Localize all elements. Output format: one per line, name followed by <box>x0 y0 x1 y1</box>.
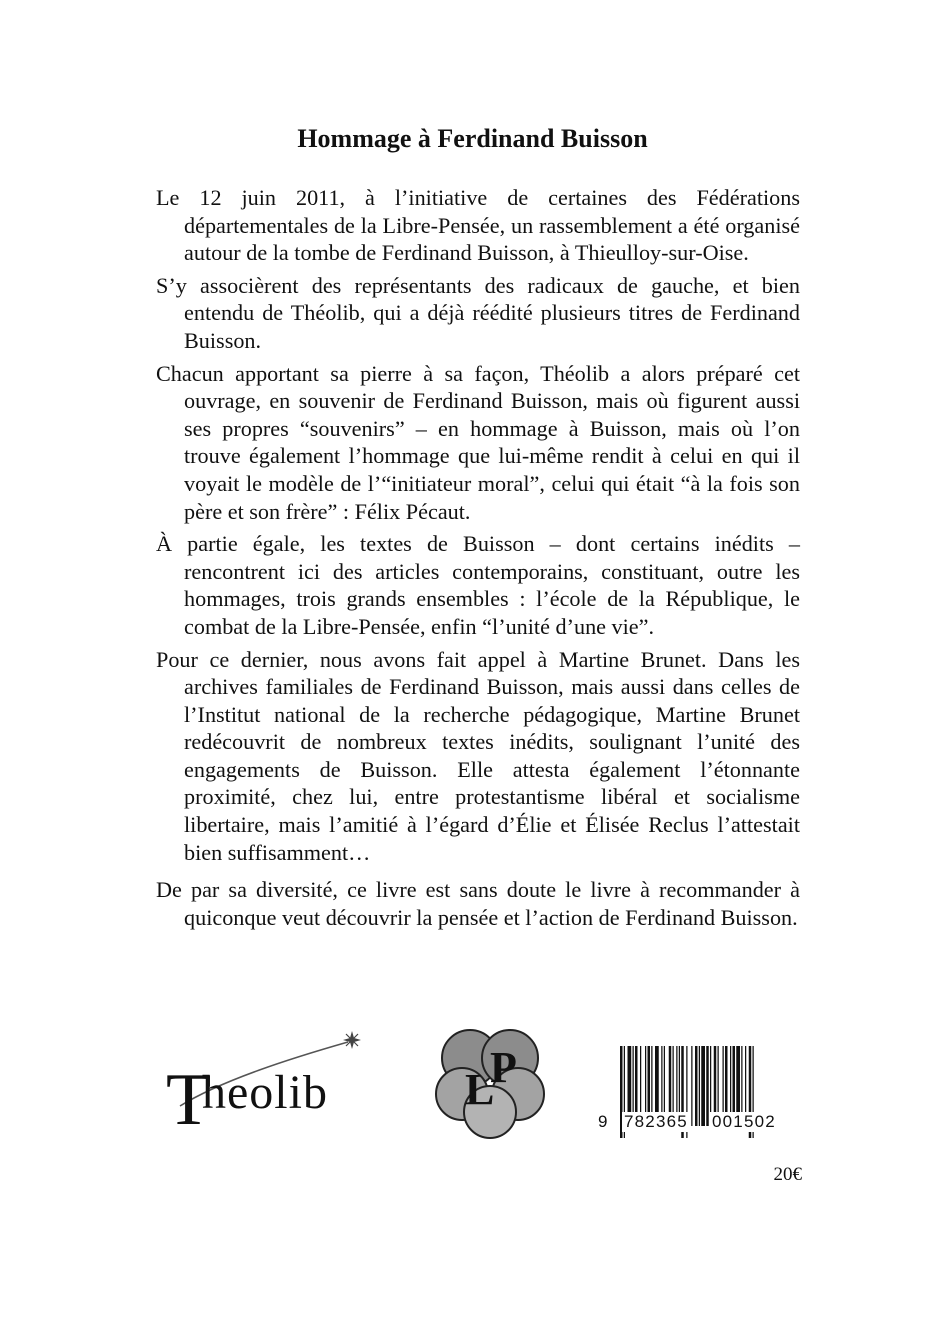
barcode-bar <box>701 1046 705 1126</box>
libre-pensee-logo <box>432 1026 547 1141</box>
barcode-digits-right: 001502 <box>712 1112 776 1131</box>
barcode-bar <box>695 1046 698 1126</box>
page-title: Hommage à Ferdinand Buisson <box>297 124 648 153</box>
star-icon <box>343 1031 361 1049</box>
theolib-logo <box>162 1028 390 1138</box>
paragraph-6: De par sa diversité, ce livre est sans doute le livre à recommander à quiconque veut découvrir la pensée et l’action de Ferdinand Buisson. <box>156 877 800 930</box>
barcode-bar <box>706 1046 709 1126</box>
paragraph-3: Chacun apportant sa pierre à sa façon, Théolib a alors préparé cet ouvrage, en souvenir de Ferdinand Buisson, mais où figurent aussi ses propres “souvenirs” – en hommage à Buisson, mais où l’on trouve également l’hommage que lui-même rendit à celui en qui il voyait le modèle de l’“initiateur moral”, celui qui était “à la fois son père et son frère” : Félix Pécaut. <box>156 360 800 524</box>
barcode-bar <box>691 1046 692 1126</box>
paragraph-4: À partie égale, les textes de Buisson – dont certains inédits – rencontrent ici des articles contemporains, constituant, outre les hommages, trois grands ensembles : l’école de la République, le combat de la Libre-Pensée, enfin “l’unité d’une vie”. <box>156 531 800 639</box>
barcode-digits-left: 782365 <box>624 1112 688 1131</box>
barcode-bar <box>699 1046 700 1126</box>
barcode-digit-lead: 9 <box>598 1112 609 1131</box>
svg-text:heolib: heolib <box>202 1066 328 1119</box>
svg-text:T: T <box>166 1059 212 1138</box>
lp-letter-p: P <box>490 1043 517 1092</box>
paragraph-2: S’y associèrent des représentants des radicaux de gauche, et bien entendu de Théolib, qui a déjà réédité plusieurs titres de Ferdinand Buisson. <box>156 272 800 353</box>
paragraph-5: Pour ce dernier, nous avons fait appel à Martine Brunet. Dans les archives familiales de Ferdinand Buisson, mais aussi dans celles de l’Institut national de la recherche pédagogique, Martine Brunet redécouvrit de nombreux textes inédits, soulignant l’unité des engagements de Buisson. Elle attesta également l’étonnante proximité, chez lui, entre protestantisme libéral et socialisme libertaire, mais l’amitié à l’égard d’Élie et Élisée Reclus l’attestait bien suffisamment… <box>156 646 800 865</box>
paragraph-1: Le 12 juin 2011, à l’initiative de certaines des Fédérations départementales de la Libre-Pensée, un rassemblement a été organisé autour de la tombe de Ferdinand Buisson, à Thieulloy-sur-Oise. <box>156 185 800 266</box>
blurb-text <box>156 184 800 936</box>
price-label: 20€ <box>773 1164 802 1185</box>
lp-letter-l: L <box>465 1065 495 1114</box>
